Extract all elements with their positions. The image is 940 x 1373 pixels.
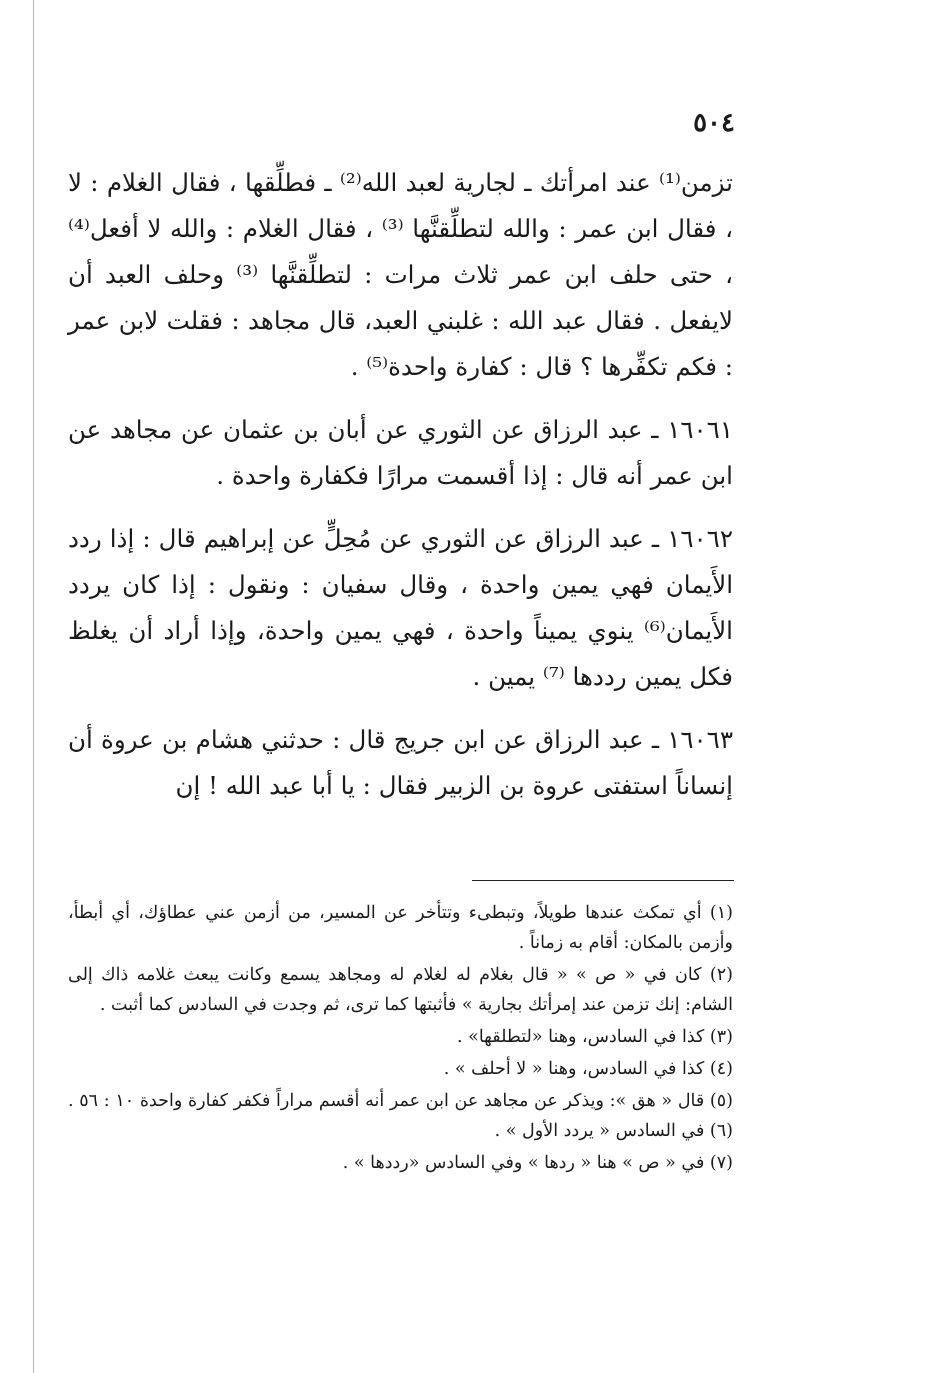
hadith-16061: ١٦٠٦١ ـ عبد الرزاق عن الثوري عن أبان بن عثمان عن مجاهد عن ابن عمر أنه قال : إذا أقسمت مرارًا فكفارة واحدة . (68, 415, 733, 490)
footnote-2: (٢) كان في « ص » « قال بغلام له لغلام له ومجاهد يسمع وكانت يبعث غلامه ذاك إلى الشام: إنك تزمن عند إمرأتك بجارية » فأثبتها كما ترى، ثم وجدت في السادس كما أثبت . (68, 965, 733, 1015)
footnote-7: (٧) في « ص » هنا « ردها » وفي السادس «رددها » . (342, 1153, 733, 1173)
main-text-body (68, 160, 733, 826)
hadith-16062: ١٦٠٦٢ ـ عبد الرزاق عن الثوري عن مُحِلٍّ عن إبراهيم قال : إذا ردد الأَيمان فهي يمين واحدة ، وقال سفيان : ونقول : إذا كان يردد الأَيمان⁽⁶⁾ ينوي يميناً واحدة ، فهي يمين واحدة، وإذا أراد أن يغلظ فكل يمين رددها ⁽⁷⁾ يمين . (68, 524, 733, 691)
footnote-5-6: (٥) قال « هق »: ويذكر عن مجاهد عن ابن عمر أنه أقسم مراراً فكفر كفارة واحدة ١٠ : ٥٦ . (٦) في السادس « يردد الأول » . (68, 1091, 733, 1141)
footnote-4: (٤) كذا في السادس، وهنا « لا أحلف » . (443, 1059, 733, 1079)
footnote-3: (٣) كذا في السادس، وهنا «لتطلقها» . (457, 1027, 733, 1047)
footnotes-section (68, 898, 733, 1180)
hadith-16063: ١٦٠٦٣ ـ عبد الرزاق عن ابن جريج قال : حدثني هشام بن عروة أن إنساناً استفتى عروة بن الزبير فقال : يا أبا عبد الله ! إن (68, 725, 733, 800)
footnote-1: (١) أي تمكث عندها طويلاً، وتبطىء وتتأخر عن المسير، من أزمن عني عطاؤك، أي أبطأ، وأزمن بالمكان: أقام به زماناً . (68, 903, 733, 953)
paragraph-continuation: تزمن⁽¹⁾ عند امرأتك ـ لجارية لعبد الله⁽²⁾ ـ فطلِّقها ، فقال الغلام : لا ، فقال ابن عمر : والله لتطلِّقنَّها ⁽³⁾ ، فقال الغلام : والله لا أفعل⁽⁴⁾ ، حتى حلف ابن عمر ثلاث مرات : لتطلِّقنَّها ⁽³⁾ وحلف العبد أن لايفعل . فقال عبد الله : غلبني العبد، قال مجاهد : فقلت لابن عمر : فكم تكفِّرها ؟ قال : كفارة واحدة⁽⁵⁾ . (68, 168, 733, 381)
footnote-divider (472, 880, 734, 881)
page-margin-rule (33, 0, 34, 1373)
page-number: ٥٠٤ (693, 108, 735, 138)
